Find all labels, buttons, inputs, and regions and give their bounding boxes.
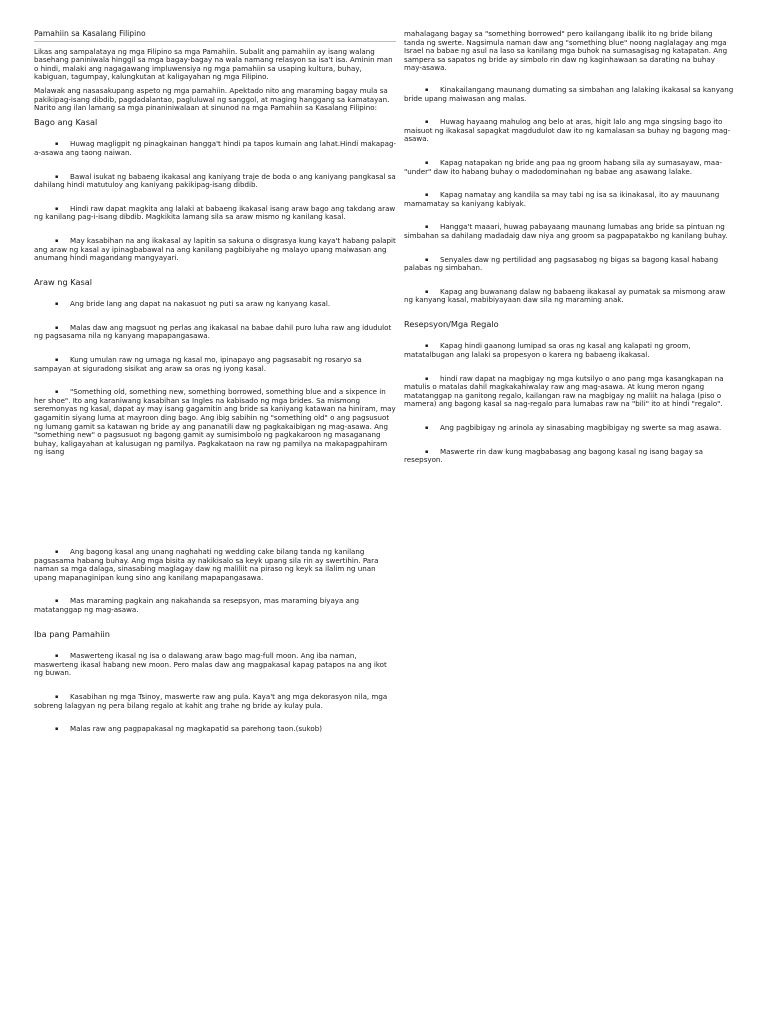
list-item-text: Kapag hindi gaanong lumipad sa oras ng kasal ang kalapati ng groom, matatalbugan ang lalaki sa propesyon o karera ng babaeng ikakasal. xyxy=(404,341,691,360)
bullet-icon: ▪ xyxy=(55,693,59,700)
list-item-text: Senyales daw ng pertilidad ang pagsasabog ng bigas sa bagong kasal habang palabas ng simbahan. xyxy=(404,254,719,273)
bullet-icon: ▪ xyxy=(425,448,429,455)
list-item xyxy=(34,597,396,614)
list-item-text: hindi raw dapat na magbigay ng mga kutsilyo o ano pang mga kasangkapan na matulis o matalas dahil magkakahiwalay raw ang mag-asawa. At kung meron ngang matatanggap na ganitong regalo, kailangan raw na magbigay ng maliit na halaga (piso o mamera) ang bagong kasal sa nag-regalo para lumabas raw na "bili" ito at hindi "regalo". xyxy=(404,373,724,409)
intro-paragraph-2: Malawak ang nasasakupang aspeto ng mga pamahiin. Apektado nito ang maraming bagay mula sa pakikipag-isang dibdib, pagdadalantao, pagluluwal ng sanggol, at maging hanggang sa kamatayan. Narito ang ilan lamang sa mga pinaniniwalaan at sinunod na mga Pamahiin sa Kasalang Filipino: xyxy=(34,85,390,113)
bullet-icon: ▪ xyxy=(55,389,59,396)
left-column xyxy=(34,30,396,749)
intro-paragraph-1: Likas ang sampalataya ng mga Filipino sa mga Pamahiin. Subalit ang pamahiin ay isang walang basehang paniniwala hinggil sa mga bagay-bagay na wala namang relasyon sa isa't isa. Aminin man o hindi, malaki ang nagagawang impluwensiya ng mga pamahiin sa usaping kultura, buhay, kabiguan, tagumpay, kalungkutan at kaligayahan ng mga Filipino. xyxy=(34,46,393,82)
bullet-icon: ▪ xyxy=(425,288,429,295)
bullet-icon: ▪ xyxy=(55,549,59,555)
list-item xyxy=(404,342,734,359)
section-heading-araw: Araw ng Kasal xyxy=(34,276,93,287)
section-heading-bago: Bago ang Kasal xyxy=(34,116,98,127)
list-item-text: "Something old, something new, something borrowed, something blue and a sixpence in her shoe". Ito ang karaniwang kasabihan sa Ingles na kabisado ng mga brides. Sa mismong seremonyas ng kasal, dapat ay may isang gagamitin ang bride sa kaniyang katawan na hiniram, may gagamitin siyang luma at mayroon ding bago. Ang ibig sabihin ng "something old" o ang pagsusuot ng lumang gamit sa katawan ng bride ay ang pananatili daw ng pagkakaibigan ng mag-asawa. Ang "something new" o pagsusuot ng bagong gamit ay sumisimbolo ng pagkakaroon ng masaganang buhay, kaligayahan at kalusugan ng pamilya. Pagkakataon na raw ng pamilya na makapagpahiram ng isang xyxy=(34,387,396,457)
bullet-icon: ▪ xyxy=(425,224,429,231)
bullet-icon: ▪ xyxy=(55,653,59,660)
bullet-icon: ▪ xyxy=(425,375,429,382)
right-column xyxy=(404,30,734,480)
bullet-icon: ▪ xyxy=(55,141,59,148)
list-item xyxy=(34,693,396,710)
list-item-text: Mas maraming pagkain ang nakahanda sa resepsyon, mas maraming biyaya ang matatanggap ng mag-asawa. xyxy=(34,596,359,614)
bullet-icon: ▪ xyxy=(425,192,429,199)
list-resepsyon xyxy=(404,342,734,464)
list-item-text: Bawal isukat ng babaeng ikakasal ang kaniyang traje de boda o ang kaniyang pangkasal sa dahilang hindi matutuloy ang kaniyang pakikipag-isang dibdib. xyxy=(34,171,396,190)
bullet-icon: ▪ xyxy=(425,86,429,93)
list-araw-right xyxy=(404,86,734,305)
list-item-text: Hindi raw dapat magkita ang lalaki at babaeng ikakasal isang araw bago ang takdang araw ng kanilang pag-i-isang dibdib. Magkikita lamang sila sa araw mismo ng kanilang kasal. xyxy=(34,203,396,222)
bullet-icon: ▪ xyxy=(55,205,59,212)
list-item xyxy=(34,725,396,734)
list-item xyxy=(34,652,396,678)
continuation-paragraph: mahalagang bagay sa "something borrowed" pero kailangang ibalik ito ng bride bilang tanda ng swerte. Nagsimula naman daw ang "something blue" noong naglalagay ang mga Israel na babae ng asul na laso sa kanilang mga buhok na sumasagisag ng katapatan. Ang sampera sa sapatos ng bride ay simbolo rin daw ng kaginhawaan sa darating na buhay may-asawa. xyxy=(404,29,728,73)
list-item xyxy=(404,256,734,273)
list-item-text: Ang bride lang ang dapat na nakasuot ng puti sa araw ng kanyang kasal. xyxy=(70,299,331,309)
bullet-icon: ▪ xyxy=(55,598,59,605)
list-item xyxy=(404,118,734,144)
bullet-icon: ▪ xyxy=(55,237,59,244)
list-item-text: Kinakailangang maunang dumating sa simbahan ang lalaking ikakasal sa kanyang bride upang maiwasan ang malas. xyxy=(404,84,734,103)
list-item-text: Malas daw ang magsuot ng perlas ang ikakasal na babae dahil puro luha raw ang idudulot ng pagsasama nila ng kanyang mapapangasawa. xyxy=(34,322,392,341)
list-item-text: Kapag ang buwanang dalaw ng babaeng ikakasal ay pumatak sa mismong araw ng kanyang kasal, mabibiyayaan daw sila ng maraming anak. xyxy=(404,286,726,305)
section-heading-iba: Iba pang Pamahiin xyxy=(34,628,110,639)
list-item xyxy=(404,223,734,240)
list-iba xyxy=(34,652,396,734)
list-item xyxy=(404,424,734,433)
list-item xyxy=(34,548,396,582)
list-item-text: Huwag magligpit ng pinagkainan hangga't hindi pa tapos kumain ang lahat.Hindi makapag-a-asawa ang taong naiwan. xyxy=(34,139,397,157)
list-item-text: Ang bagong kasal ang unang naghahati ng wedding cake bilang tanda ng kanilang pagsasama habang buhay. Ang mga bisita ay nakikisalo sa keyk upang sila rin ay swertihin. Para naman sa mga dalaga, sinasabing maglagay daw ng maliliit na piraso ng keyk sa ilalim ng unan upang mapanaginipan kung sino ang kanilang mapapangasawa. xyxy=(34,547,379,582)
list-araw-continued xyxy=(34,548,396,615)
list-item-text: Hangga't maaari, huwag pabayaang maunang lumabas ang bride sa pintuan ng simbahan sa dahilang madadaig daw niya ang groom sa pagpapatakbo ng kanilang buhay. xyxy=(404,222,728,240)
list-item-text: Kasabihan ng mga Tsinoy, maswerte raw ang pula. Kaya't ang mga dekorasyon nila, mga sobreng lalagyan ng pera bilang regalo at kahit ang trahe ng bride ay kulay pula. xyxy=(34,691,388,710)
list-item xyxy=(34,140,396,157)
section-heading-resepsyon: Resepsyon/Mga Regalo xyxy=(404,318,499,329)
list-item xyxy=(404,86,734,103)
bullet-icon: ▪ xyxy=(425,256,429,263)
list-item-text: Malas raw ang pagpapakasal ng magkapatid sa parehong taon.(sukob) xyxy=(70,724,323,734)
list-item xyxy=(404,375,734,409)
list-item xyxy=(404,191,734,208)
bullet-icon: ▪ xyxy=(55,324,59,331)
bullet-icon: ▪ xyxy=(55,357,59,364)
list-item-text: Kung umulan raw ng umaga ng kasal mo, ipinapayo ang pagsasabit ng rosaryo sa sampayan at siguradong sisikat ang araw sa oras ng iyong kasal. xyxy=(34,355,362,373)
list-item xyxy=(34,173,396,190)
list-item-text: Kapag namatay ang kandila sa may tabi ng isa sa ikinakasal, ito ay mauunang mamamatay sa kaniyang kabiyak. xyxy=(404,190,720,208)
bullet-icon: ▪ xyxy=(55,726,59,733)
list-item xyxy=(34,300,396,309)
list-bago xyxy=(34,140,396,262)
bullet-icon: ▪ xyxy=(425,343,429,350)
list-item xyxy=(34,388,396,457)
list-item-text: Maswerteng ikasal ng isa o dalawang araw bago mag-full moon. Ang iba naman, maswerteng ikasal habang new moon. Pero malas daw ang magpakasal kapag patapos na ang ikot ng buwan. xyxy=(34,651,387,678)
bullet-icon: ▪ xyxy=(425,425,429,432)
list-item xyxy=(34,205,396,222)
list-araw xyxy=(34,300,396,457)
bullet-icon: ▪ xyxy=(425,159,429,166)
list-item xyxy=(404,288,734,305)
list-item-text: May kasabihan na ang ikakasal ay lapitin sa sakuna o disgrasya kung kaya't habang palapit ang araw ng kasal ay ipinagbabawal na ang kanilang pagbibiyahe ng malayo upang maiwasan ang anumang hindi magandang mangyayari. xyxy=(34,235,396,263)
bullet-icon: ▪ xyxy=(55,173,59,180)
document-title: Pamahiin sa Kasalang Filipino xyxy=(34,30,396,42)
list-item xyxy=(404,448,734,465)
blank-space xyxy=(34,472,396,548)
bullet-icon: ▪ xyxy=(425,119,429,126)
list-item-text: Maswerte rin daw kung magbabasag ang bagong kasal ng isang bagay sa resepsyon. xyxy=(404,446,703,465)
list-item-text: Ang pagbibigay ng arinola ay sinasabing magbibigay ng swerte sa mag asawa. xyxy=(440,423,722,433)
list-item xyxy=(34,237,396,263)
list-item xyxy=(34,356,396,373)
bullet-icon: ▪ xyxy=(55,301,59,308)
list-item xyxy=(34,324,396,341)
list-item-text: Huwag hayaang mahulog ang belo at aras, higit lalo ang mga singsing bago ito maisuot ng ikakasal sapagkat magdudulot daw ito ng kamalasan sa buhay ng bagong mag-asawa. xyxy=(404,117,731,144)
list-item-text: Kapag natapakan ng bride ang paa ng groom habang sila ay sumasayaw, maa-"under" daw ito habang buhay o madodominahan ng babae ang asawang lalake. xyxy=(404,157,723,176)
list-item xyxy=(404,159,734,176)
